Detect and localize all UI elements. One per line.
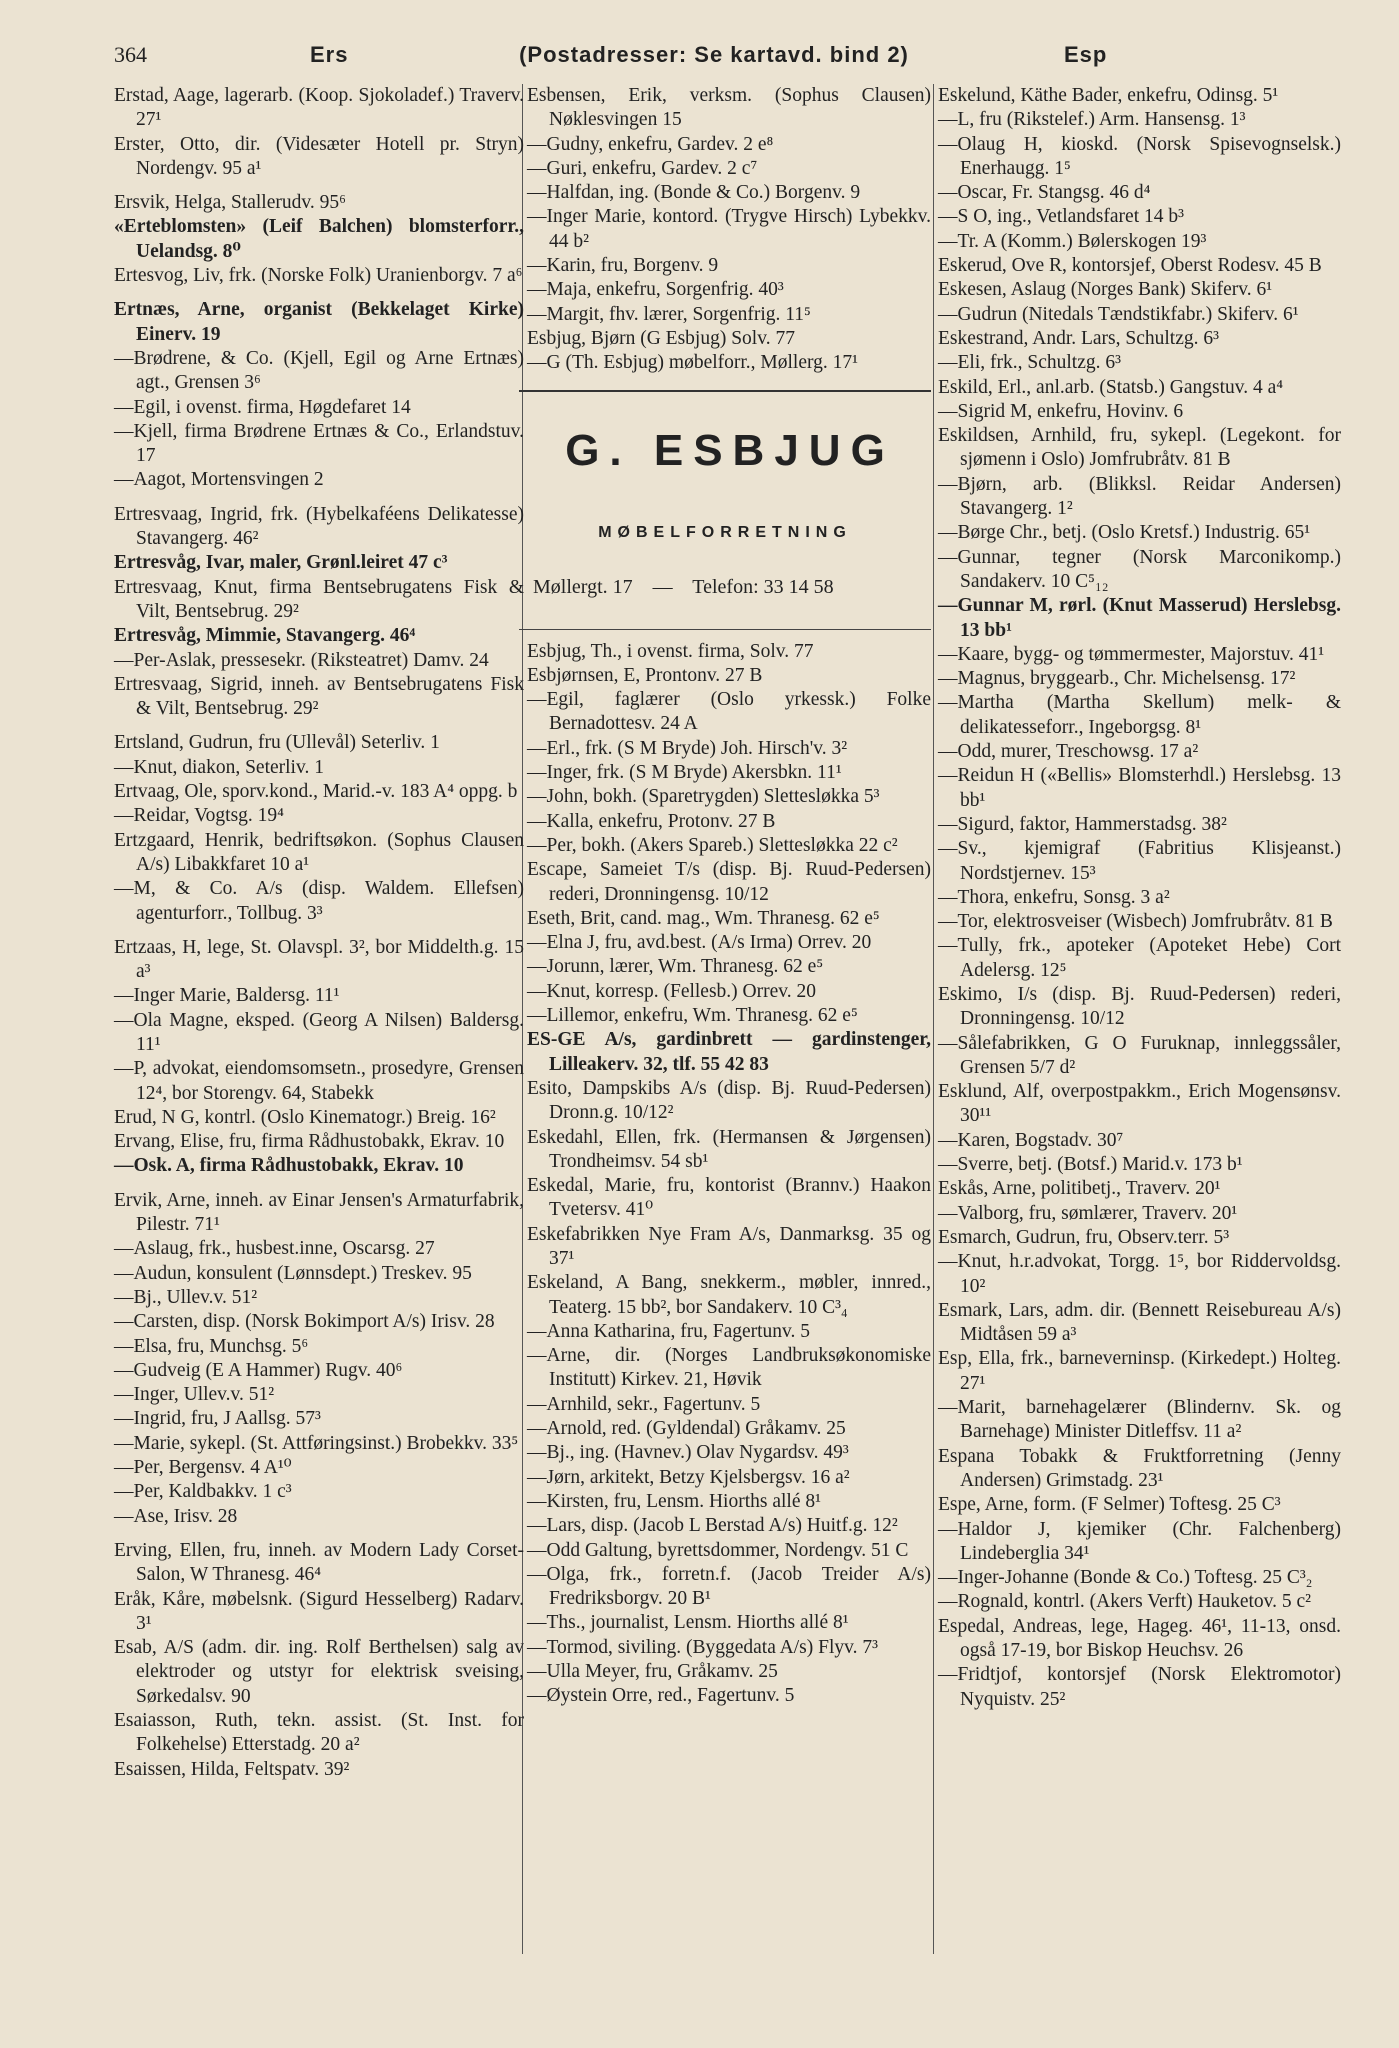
directory-entry: —Ola Magne, eksped. (Georg A Nilsen) Baldersg. 11¹ — [114, 1009, 524, 1055]
directory-entry: —M, & Co. A/s (disp. Waldem. Ellefsen) agenturforr., Tollbug. 3³ — [114, 878, 524, 924]
directory-entry: —Per, bokh. (Akers Spareb.) Slettesløkka 22 c² — [527, 834, 898, 856]
directory-entry: —Valborg, fru, sømlærer, Traverv. 20¹ — [938, 1202, 1238, 1224]
directory-entry: ES-GE A/s, gardinbrett — gardinstenger, Lilleakerv. 32, tlf. 55 42 83 — [527, 1029, 931, 1075]
directory-entry: Ertnæs, Arne, organist (Bekkelaget Kirke) Einerv. 19 — [114, 299, 524, 345]
spacer — [114, 181, 524, 191]
directory-entry: Eskedal, Marie, fru, kontorist (Brannv.) Haakon Tvetersv. 41⁰ — [527, 1175, 931, 1221]
page-number: 364 — [114, 42, 147, 67]
directory-entry: Ervik, Arne, inneh. av Einar Jensen's Armaturfabrik, Pilestr. 71¹ — [114, 1189, 524, 1236]
directory-entry: —Fridtjof, kontorsjef (Norsk Elektromotor) Nyquistv. 25² — [938, 1664, 1341, 1710]
directory-entry: Esbensen, Erik, verksm. (Sophus Clausen) Nøklesvingen 15 — [527, 85, 931, 131]
directory-entry: Ersvik, Helga, Stallerudv. 95⁶ — [114, 192, 346, 214]
directory-entry: —Halfdan, ing. (Bonde & Co.) Borgenv. 9 — [527, 182, 861, 204]
directory-entry: Ertresvaag, Knut, firma Bentsebrugatens Fisk & Vilt, Bentsebrug. 29² — [114, 576, 524, 622]
ad-address: Møllergt. 17 — [533, 575, 633, 598]
directory-entry: Eskildsen, Arnhild, fru, sykepl. (Legekont. for sjømenn i Oslo) Jomfrubråtv. 81 B — [938, 425, 1341, 471]
directory-entry: Eskerud, Ove R, kontorsjef, Oberst Rodesv. 45 B — [938, 255, 1322, 277]
directory-entry: Erving, Ellen, fru, inneh. av Modern Lady Corset-Salon, W Thranesg. 46⁴ — [114, 1539, 524, 1586]
directory-entry: Esbjug, Th., i ovenst. firma, Solv. 77 — [527, 640, 814, 662]
directory-entry: Esp, Ella, frk., barneverninsp. (Kirkedept.) Holteg. 27¹ — [938, 1348, 1341, 1394]
directory-entry: —Per-Aslak, pressesekr. (Riksteatret) Damv. 24 — [114, 649, 489, 671]
directory-entry: —Egil, faglærer (Oslo yrkessk.) Folke Bernadottesv. 24 A — [527, 689, 931, 735]
directory-entry: —Marie, sykepl. (St. Attføringsinst.) Brobekkv. 33⁵ — [114, 1432, 519, 1454]
directory-entry: Ertsland, Gudrun, fru (Ullevål) Seterliv. 1 — [114, 732, 440, 754]
directory-entry: Espe, Arne, form. (F Selmer) Toftesg. 25 C³ — [938, 1494, 1281, 1516]
directory-entry: —Kjell, firma Brødrene Ertnæs & Co., Erlandstuv. 17 — [114, 420, 524, 467]
directory-entry: —Gunnar M, rørl. (Knut Masserud) Herslebsg. 13 bb¹ — [938, 595, 1341, 641]
directory-entry: Erstad, Aage, lagerarb. (Koop. Sjokoladef.) Traverv. 27¹ — [114, 85, 524, 131]
column-2 — [527, 84, 931, 1709]
directory-entry: —Magnus, bryggearb., Chr. Michelsensg. 17² — [938, 668, 1296, 690]
directory-entry: Eseth, Brit, cand. mag., Wm. Thranesg. 62 e⁵ — [527, 907, 880, 929]
directory-entry: —Inger, Ullev.v. 51² — [114, 1384, 275, 1406]
directory-entry: —Egil, i ovenst. firma, Høgdefaret 14 — [114, 396, 411, 418]
directory-entry: —Reidar, Vogtsg. 19⁴ — [114, 805, 284, 827]
directory-entry: —Ths., journalist, Lensm. Hiorths allé 8¹ — [527, 1612, 849, 1634]
directory-entry: —Brødrene, & Co. (Kjell, Egil og Arne Ertnæs) agt., Grensen 3⁶ — [114, 347, 524, 394]
directory-entry: Ertzgaard, Henrik, bedriftsøkon. (Sophus Clausen A/s) Libakkfaret 10 a¹ — [114, 829, 524, 875]
directory-entry: —Reidun H («Bellis» Blomsterhdl.) Herslebsg. 13 bb¹ — [938, 765, 1341, 811]
directory-entry: —P, advokat, eiendomsomsetn., prosedyre, Grensen 12⁴, bor Storengv. 64, Stabekk — [114, 1058, 524, 1104]
directory-entry: Esaiasson, Ruth, tekn. assist. (St. Inst. for Folkehelse) Etterstadg. 20 a² — [114, 1710, 524, 1756]
directory-entry: Eråk, Kåre, møbelsnk. (Sigurd Hesselberg) Radarv. 3¹ — [114, 1588, 524, 1634]
directory-entry: —Inger Marie, kontord. (Trygve Hirsch) Lybekkv. 44 b² — [527, 206, 931, 252]
spacer — [114, 721, 524, 731]
directory-entry: Erster, Otto, dir. (Videsæter Hotell pr. Stryn) Nordengv. 95 a¹ — [114, 133, 524, 179]
column-divider — [933, 84, 934, 1954]
ad-dash: — — [652, 575, 673, 598]
directory-entry: —Odd, murer, Treschowsg. 17 a² — [938, 741, 1199, 763]
directory-entry: —Sigurd, faktor, Hammerstadsg. 38² — [938, 813, 1227, 835]
directory-entry: Espedal, Andreas, lege, Hageg. 46¹, 11-13, onsd. også 17-19, bor Biskop Heuchsv. 26 — [938, 1615, 1341, 1661]
directory-entry: Eskild, Erl., anl.arb. (Statsb.) Gangstuv. 4 a⁴ — [938, 376, 1284, 398]
directory-entry: Esaissen, Hilda, Feltspatv. 39² — [114, 1758, 350, 1780]
directory-entry: —Thora, enkefru, Sonsg. 3 a² — [938, 886, 1170, 908]
directory-entry: —Audun, konsulent (Lønnsdept.) Treskev. 95 — [114, 1262, 472, 1284]
ad-phone: Telefon: 33 14 58 — [692, 575, 834, 598]
directory-entry: Ertresvåg, Ivar, maler, Grønl.leiret 47 c³ — [114, 552, 448, 574]
directory-entry: Esito, Dampskibs A/s (disp. Bj. Ruud-Pedersen) Dronn.g. 10/12² — [527, 1077, 931, 1124]
directory-entry: —Knut, diakon, Seterliv. 1 — [114, 756, 324, 778]
directory-entry: Esbjørnsen, E, Prontonv. 27 B — [527, 664, 763, 686]
directory-entry: —Aagot, Mortensvingen 2 — [114, 469, 324, 491]
directory-entry: —Gudrun (Nitedals Tændstikfabr.) Skiferv. 6¹ — [938, 303, 1299, 325]
directory-entry: —Per, Kaldbakkv. 1 c³ — [114, 1481, 292, 1503]
directory-entry: —Kalla, enkefru, Protonv. 27 B — [527, 810, 776, 832]
directory-entry: —S O, ing., Vetlandsfaret 14 b³ — [938, 206, 1184, 228]
directory-entry: —Elsa, fru, Munchsg. 5⁶ — [114, 1335, 309, 1357]
directory-entry: —Elna J, fru, avd.best. (A/s Irma) Orrev. 20 — [527, 932, 872, 954]
directory-entry: Ertresvåg, Mimmie, Stavangerg. 46⁴ — [114, 625, 416, 647]
directory-entry: —Karen, Bogstadv. 30⁷ — [938, 1129, 1124, 1151]
directory-entry: —Kaare, bygg- og tømmermester, Majorstuv. 41¹ — [938, 643, 1325, 665]
ad-subtitle: MØBELFORRETNING — [598, 523, 852, 541]
ad-title: G. ESBJUG — [565, 425, 895, 475]
directory-entry: Ertesvog, Liv, frk. (Norske Folk) Uranienborgv. 7 a⁶ — [114, 265, 523, 287]
directory-entry: Erud, N G, kontrl. (Oslo Kinematogr.) Breig. 16² — [114, 1106, 496, 1128]
spacer — [114, 493, 524, 503]
directory-entry: —Erl., frk. (S M Bryde) Joh. Hirsch'v. 3² — [527, 737, 848, 759]
spacer — [114, 1179, 524, 1189]
directory-entry: —Haldor J, kjemiker (Chr. Falchenberg) Lindebergliа 34¹ — [938, 1518, 1341, 1564]
directory-entry: —Anna Katharina, fru, Fagertunv. 5 — [527, 1320, 811, 1342]
directory-entry: —Knut, korresp. (Fellesb.) Orrev. 20 — [527, 980, 817, 1002]
directory-entry: —Tor, elektrosveiser (Wisbech) Jomfrubråtv. 81 B — [938, 911, 1333, 933]
directory-entry: —Bjørn, arb. (Blikksl. Reidar Andersen) Stavangerg. 1² — [938, 473, 1341, 520]
directory-entry: —Olga, frk., forretn.f. (Jacob Treider A/s) Fredriksborgv. 20 B¹ — [527, 1563, 931, 1610]
directory-entry: Eskestrand, Andr. Lars, Schultzg. 6³ — [938, 327, 1219, 349]
directory-entry: —Bj., Ullev.v. 51² — [114, 1286, 258, 1308]
directory-entry: «Erteblomsten» (Leif Balchen) blomsterforr., Uelandsg. 8⁰ — [114, 216, 524, 262]
spacer — [114, 926, 524, 936]
directory-entry: Esab, A/S (adm. dir. ing. Rolf Berthelsen) salg av elektroder og utstyr for elektrisk sveising, Sørkedalsv. 90 — [114, 1637, 524, 1707]
directory-entry: —Sålefabrikken, G O Furuknap, innleggssåler, Grensen 5/7 d² — [938, 1032, 1341, 1078]
directory-entry: —Oscar, Fr. Stangsg. 46 d⁴ — [938, 182, 1151, 204]
directory-entry: Ertresvaag, Sigrid, inneh. av Bentsebrugatens Fisk & Vilt, Bentsebrug. 29² — [114, 673, 524, 720]
directory-entry: —Per, Bergensv. 4 A¹⁰ — [114, 1457, 292, 1479]
directory-entry: Esbjug, Bjørn (G Esbjug) Solv. 77 — [527, 327, 795, 349]
directory-entry: Eskeland, A Bang, snekkerm., møbler, innred., Teaterg. 15 bb², bor Sandakerv. 10 C³₄ — [527, 1272, 931, 1318]
directory-entry: Escape, Sameiet T/s (disp. Bj. Ruud-Pedersen) rederi, Dronningensg. 10/12 — [527, 859, 931, 905]
directory-entry: Esmark, Lars, adm. dir. (Bennett Reisebureau A/s) Midtåsen 59 a³ — [938, 1299, 1341, 1346]
directory-entry: —Marit, barnehagelærer (Blindernv. Sk. og Barnehage) Minister Ditleffsv. 11 a² — [938, 1397, 1341, 1443]
directory-entry: Esklund, Alf, overpostpakkm., Erich Mogensønsv. 30¹¹ — [938, 1081, 1341, 1127]
directory-entry: Esmarch, Gudrun, fru, Observ.terr. 5³ — [938, 1226, 1230, 1248]
directory-entry: —Sv., kjemigraf (Fabritius Klisjeanst.) Nordstjernev. 15³ — [938, 838, 1341, 884]
directory-entry: Ertresvaag, Ingrid, frk. (Hybelkaféens Delikatesse) Stavangerg. 46² — [114, 503, 524, 550]
spacer — [114, 1529, 524, 1539]
directory-entry: —Tully, frk., apoteker (Apoteket Hebe) Cort Adelersg. 12⁵ — [938, 935, 1341, 981]
directory-entry: Eskås, Arne, politibetj., Traverv. 20¹ — [938, 1178, 1221, 1200]
directory-entry: Eskedahl, Ellen, frk. (Hermansen & Jørgensen) Trondheimsv. 54 sb¹ — [527, 1126, 931, 1172]
ad-contact-line — [519, 576, 931, 599]
directory-entry: —Odd Galtung, byrettsdommer, Nordengv. 51 C — [527, 1539, 909, 1561]
directory-entry: —Knut, h.r.advokat, Torgg. 1⁵, bor Riddervoldsg. 10² — [938, 1251, 1341, 1297]
directory-entry: —Ingrid, fru, J Aallsg. 57³ — [114, 1408, 321, 1430]
directory-entry: —Gudveig (E A Hammer) Rugv. 40⁶ — [114, 1359, 403, 1381]
directory-entry: —Carsten, disp. (Norsk Bokimport A/s) Irisv. 28 — [114, 1311, 495, 1333]
directory-entry: Ervang, Elise, fru, firma Rådhustobakk, Ekrav. 10 — [114, 1131, 505, 1153]
directory-entry: —Eli, frk., Schultzg. 6³ — [938, 352, 1121, 374]
directory-entry: —Ase, Irisv. 28 — [114, 1505, 238, 1527]
directory-entry: —Arne, dir. (Norges Landbruksøkonomiske Institutt) Kirkev. 21, Høvik — [527, 1345, 931, 1391]
directory-entry: —Tr. A (Komm.) Bølerskogen 19³ — [938, 230, 1207, 252]
directory-entry: —Jørn, arkitekt, Betzy Kjelsbergsv. 16 a² — [527, 1466, 850, 1488]
directory-entry: Eskesen, Aslaug (Norges Bank) Skiferv. 6¹ — [938, 279, 1273, 301]
directory-entry: —Inger Marie, Baldersg. 11¹ — [114, 985, 340, 1007]
directory-entry: —John, bokh. (Sparetrygden) Slettesløkka 5³ — [527, 786, 880, 808]
directory-entry: —Jorunn, lærer, Wm. Thranesg. 62 e⁵ — [527, 956, 824, 978]
directory-entry: —Rognald, kontrl. (Akers Verft) Hauketov. 5 c² — [938, 1591, 1312, 1613]
directory-entry: —Ulla Meyer, fru, Gråkamv. 25 — [527, 1661, 778, 1683]
directory-entry: —Tormod, siviling. (Byggedata A/s) Flyv. 7³ — [527, 1636, 878, 1658]
directory-entry: Eskelund, Käthe Bader, enkefru, Odinsg. 5¹ — [938, 85, 1279, 106]
directory-entry: —Lillemor, enkefru, Wm. Thranesg. 62 e⁵ — [527, 1005, 858, 1027]
directory-entry: —Gudny, enkefru, Gardev. 2 e⁸ — [527, 133, 774, 155]
directory-entry: —Maja, enkefru, Sorgenfrig. 40³ — [527, 279, 784, 301]
directory-entry: —Kirsten, fru, Lensm. Hiorths allé 8¹ — [527, 1490, 821, 1512]
directory-entry: Eskefabrikken Nye Fram A/s, Danmarksg. 35 og 37¹ — [527, 1223, 931, 1269]
directory-entry: —Aslaug, frk., husbest.inne, Oscarsg. 27 — [114, 1238, 435, 1260]
directory-entry: —G (Th. Esbjug) møbelforr., Møllerg. 17¹ — [527, 352, 858, 374]
directory-entry: —Olaug H, kioskd. (Norsk Spisevognselsk.) Enerhaugg. 1⁵ — [938, 133, 1341, 179]
directory-entry: —Øystein Orre, red., Fagertunv. 5 — [527, 1685, 795, 1707]
directory-entry: —Børge Chr., betj. (Oslo Kretsf.) Industrig. 65¹ — [938, 522, 1311, 544]
directory-entry: Espana Tobakk & Fruktforretning (Jenny Andersen) Grimstadg. 23¹ — [938, 1445, 1341, 1491]
directory-entry: —Arnold, red. (Gyldendal) Gråkamv. 25 — [527, 1418, 846, 1440]
directory-entry: Ertvaag, Ole, sporv.kond., Marid.-v. 183 A⁴ oppg. b — [114, 781, 518, 803]
directory-entry: —Gunnar, tegner (Norsk Marconikomp.) Sandakerv. 10 C⁵₁₂ — [938, 546, 1341, 592]
directory-entry: —Inger-Johanne (Bonde & Co.) Toftesg. 25 C³₂ — [938, 1567, 1313, 1589]
spacer — [114, 288, 524, 298]
advertisement-esbjug — [519, 390, 931, 630]
directory-entry: —Osk. A, firma Rådhustobakk, Ekrav. 10 — [114, 1155, 464, 1177]
directory-entry: —Lars, disp. (Jacob L Berstad A/s) Huitf.g. 12² — [527, 1515, 898, 1537]
directory-entry: —Guri, enkefru, Gardev. 2 c⁷ — [527, 157, 758, 179]
column-1 — [114, 84, 524, 1782]
directory-entry: —Martha (Martha Skellum) melk- & delikatesseforr., Ingeborgsg. 8¹ — [938, 692, 1341, 738]
directory-entry: —Sigrid M, enkefru, Hovinv. 6 — [938, 400, 1184, 422]
directory-entry: —Inger, frk. (S M Bryde) Akersbkn. 11¹ — [527, 762, 842, 784]
directory-entry: —Margit, fhv. lærer, Sorgenfrig. 11⁵ — [527, 303, 811, 325]
column-3 — [938, 84, 1341, 1712]
directory-entry: —Bj., ing. (Havnev.) Olav Nygardsv. 49³ — [527, 1442, 849, 1464]
header-left-word: Ers — [310, 42, 349, 67]
directory-entry: —L, fru (Rikstelef.) Arm. Hansensg. 1³ — [938, 109, 1246, 131]
directory-entry: Ertzaas, H, lege, St. Olavspl. 3², bor Middelth.g. 15 a³ — [114, 936, 524, 983]
directory-entry: —Sverre, betj. (Botsf.) Marid.v. 173 b¹ — [938, 1154, 1243, 1176]
header-right-word: Esp — [1064, 42, 1108, 67]
directory-entry: Eskimo, I/s (disp. Bj. Ruud-Pedersen) rederi, Dronningensg. 10/12 — [938, 983, 1341, 1030]
directory-entry: —Arnhild, sekr., Fagertunv. 5 — [527, 1393, 761, 1415]
header-center: (Postadresser: Se kartavd. bind 2) — [519, 42, 909, 67]
directory-entry: —Karin, fru, Borgenv. 9 — [527, 255, 719, 277]
